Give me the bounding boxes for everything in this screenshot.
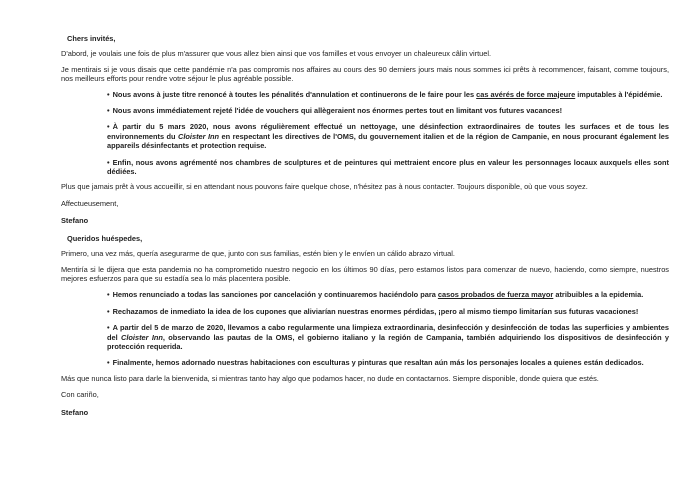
letter-document bbox=[61, 34, 669, 417]
es-paragraph-3: Más que nunca listo para darle la bienvenida, si mientras tanto hay algo que podamos hacer, no dude en contactarnos. Siempre disponible, donde quiera que estés. bbox=[61, 373, 599, 383]
fr-bullet-2: • Nous avons immédiatement rejeté l'idée de vouchers qui allègeraient nos énormes pertes tout en limitant vos futures vacances! bbox=[107, 106, 563, 116]
fr-greeting: Chers invités, bbox=[67, 34, 116, 43]
es-closing: Con cariño, bbox=[61, 390, 99, 400]
bullet-marker: • bbox=[107, 358, 110, 368]
es-bullet-1: • Hemos renunciado a todas las sanciones por cancelación y continuaremos haciéndolo para casos probados de fuerza mayor atribuibles a la epidemia. bbox=[107, 290, 644, 300]
bullet-marker: • bbox=[107, 106, 110, 116]
es-greeting: Queridos huéspedes, bbox=[67, 233, 143, 243]
bullet-marker: • bbox=[107, 323, 110, 333]
fr-closing: Affectueusement, bbox=[61, 198, 119, 208]
bullet-marker: • bbox=[107, 89, 110, 99]
fr-paragraph-1: D'abord, je voulais une fois de plus m'assurer que vous allez bien ainsi que vos familles et vous envoyer un chaleureux câlin virtuel. bbox=[61, 49, 492, 59]
bullet-marker: • bbox=[107, 122, 110, 132]
bullet-marker: • bbox=[107, 306, 110, 316]
fr-bullet-3: • À partir du 5 mars 2020, nous avons régulièrement effectué un nettoyage, une désinfection extraordinaires de toutes les surfaces et de tous les environnements du Cloister Inn en respectant les directives de l'OMS, du gouvernement italien et de la région de Campanie, en nous procurant également les appareils désinfectants et protection requise. bbox=[107, 122, 669, 151]
fr-signature: Stefano bbox=[61, 216, 89, 226]
bullet-marker: • bbox=[107, 157, 110, 167]
fr-paragraph-2: Je mentirais si je vous disais que cette pandémie n'a pas compromis nos affaires au cours des 90 derniers jours mais nous sommes ici prêts à recommencer, faisant, comme toujours, nos meilleurs efforts pour rendre votre séjour le plus agréable possible. bbox=[61, 64, 669, 84]
es-paragraph-1: Primero, una vez más, quería asegurarme de que, junto con sus familias, estén bien y le envíen un cálido abrazo virtual. bbox=[61, 249, 455, 259]
es-bullet-3: • A partir del 5 de marzo de 2020, llevamos a cabo regularmente una limpieza extraordinaria, desinfección y desinfección de todas las superficies y ambientes del Cloister Inn, observando las pautas de la OMS, el gobierno italiano y la región de Campania, también adquiriendo los dispositivos de desinfección y protección requerida. bbox=[107, 323, 670, 351]
fr-bullet-4: • Enfin, nous avons agrémenté nos chambres de sculptures et de peintures qui mettraient encore plus en valeur les personnages locaux auxquels elles sont dédiées. bbox=[107, 157, 669, 177]
es-signature: Stefano bbox=[61, 407, 89, 417]
es-bullet-2: • Rechazamos de inmediato la idea de los cupones que aliviarían nuestras enormes pérdidas, ¡pero al mismo tiempo limitarían sus futuras vacaciones! bbox=[107, 306, 639, 316]
force-majeure-link[interactable]: cas avérés de force majeure bbox=[476, 89, 576, 99]
fr-bullet-1: • Nous avons à juste titre renoncé à toutes les pénalités d'annulation et continuerons de le faire pour les cas avérés de force majeure imputables à l'épidémie. bbox=[107, 89, 663, 99]
es-bullet-4: • Finalmente, hemos adornado nuestras habitaciones con esculturas y pinturas que resaltan aún más los personajes locales a quienes están dedicados. bbox=[107, 358, 644, 368]
bullet-marker: • bbox=[107, 290, 110, 300]
es-paragraph-2: Mentiría si le dijera que esta pandemia no ha comprometido nuestro negocio en los últimos 90 días, pero estamos listos para comenzar de nuevo, haciendo, como siempre, nuestros mejores esfuerzos para que su estadía sea lo más placentera posible. bbox=[61, 264, 669, 283]
fr-paragraph-3: Plus que jamais prêt à vous accueillir, si en attendant nous pouvons faire quelque chose, n'hésitez pas à nous contacter. Toujours disponible, où que vous soyez. bbox=[61, 182, 588, 192]
fuerza-mayor-link[interactable]: casos probados de fuerza mayor bbox=[437, 290, 554, 300]
